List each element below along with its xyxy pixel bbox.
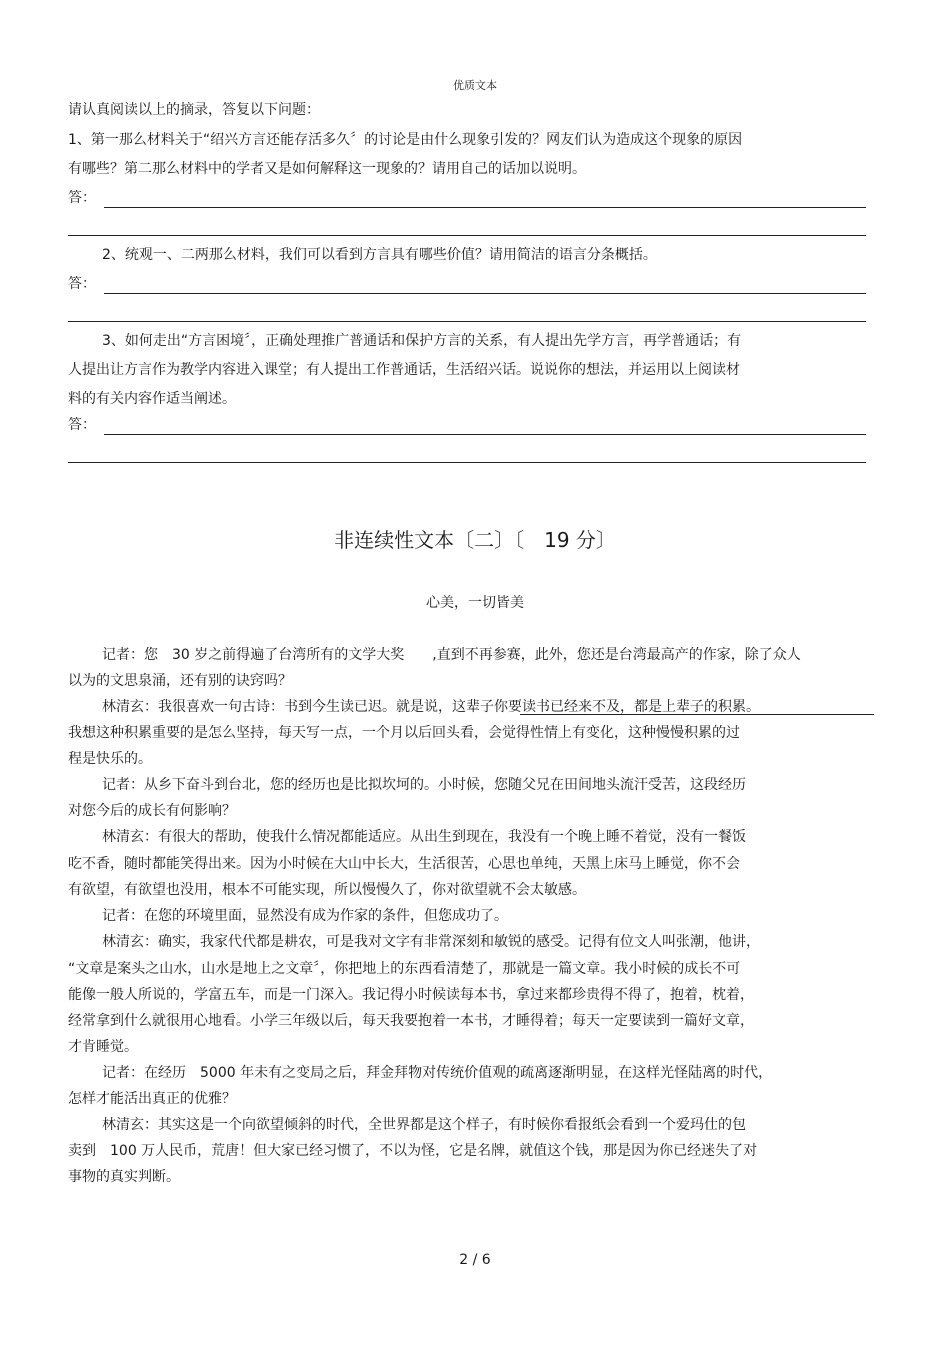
answer-line — [68, 321, 866, 322]
article-line: 能像一般人所说的，学富五车，而是一门深入。我记得小时候读每本书，拿过来都珍贵得不得了，抱着，枕着， — [68, 987, 754, 1003]
article-line: 对您今后的成长有何影响？ — [68, 803, 236, 819]
question-3-line-1: 3、如何走出“方言困境〞，正确处理推广普通话和保护方言的关系，有人提出先学方言，再学普通话；有 — [102, 333, 742, 349]
article-line: 我想这种积累重要的是怎么坚持，每天写一点，一个月以后回头看，会觉得性情上有变化，这种慢慢积累的过 — [68, 725, 740, 741]
question-1-line-1: 1、第一那么材料关于“绍兴方言还能存活多久〞的讨论是由什么现象引发的？网友们认为造成这个现象的原因 — [68, 132, 743, 148]
question-2-line-1: 2、统观一、二两那么材料，我们可以看到方言具有哪些价值？请用简洁的语言分条概括。 — [102, 247, 657, 263]
article-line: 林清玄：我很喜欢一句古诗：书到今生读已迟。就是说，这辈子你要读书已经来不及，都是上辈子的积累。 — [102, 699, 760, 715]
article-line: 以为的文思泉涌，还有别的诀窍吗？ — [68, 673, 292, 689]
page-number: 2 / 6 — [459, 1252, 491, 1268]
answer-line — [104, 293, 866, 294]
article-line: 记者：从乡下奋斗到台北，您的经历也是比拟坎坷的。小时候，您随父兄在田间地头流汗受苦，这段经历 — [102, 777, 746, 793]
question-3-line-3: 料的有关内容作适当阐述。 — [68, 391, 236, 407]
answer-line — [104, 434, 866, 435]
article-line: 经常拿到什么就很用心地看。小学三年级以后，每天我要抱着一本书，才睡得着；每天一定要读到一篇好文章， — [68, 1013, 754, 1029]
article-line: “文章是案头之山水，山水是地上之文章〞，你把地上的东西看清楚了，那就是一篇文章。我小时候的成长不可 — [68, 961, 741, 977]
article-line: 林清玄：有很大的帮助，使我什么情况都能适应。从出生到现在，我没有一个晚上睡不着觉，没有一餐饭 — [102, 829, 746, 845]
article-line: 林清玄：其实这是一个向欲望倾斜的时代，全世界都是这个样子，有时候你看报纸会看到一个爱玛仕的包 — [102, 1117, 746, 1133]
article-line: 事物的真实判断。 — [68, 1169, 180, 1185]
question-3-line-2: 人提出让方言作为教学内容进入课堂；有人提出工作普通话，生活绍兴话。说说你的想法，并运用以上阅读材 — [68, 362, 740, 378]
answer-label-2: 答： — [68, 276, 96, 292]
article-line: 程是快乐的。 — [68, 751, 152, 767]
answer-line — [68, 235, 866, 236]
article-line: 记者：在您的环境里面，显然没有成为作家的条件，但您成功了。 — [102, 908, 508, 924]
article-line: 才肯睡觉。 — [68, 1039, 138, 1055]
article-line: 卖到 100 万人民币，荒唐！但大家已经习惯了，不以为怪，它是名牌，就值这个钱，那是因为你已经迷失了对 — [68, 1143, 758, 1159]
article-line: 吃不香，随时都能笑得出来。因为小时候在大山中长大，生活很苦，心思也单纯，天黑上床马上睡觉，你不会 — [68, 856, 740, 872]
article-title: 心美，一切皆美 — [426, 595, 524, 611]
answer-label-1: 答： — [68, 190, 96, 206]
article-line: 记者：在经历 5000 年未有之变局之后，拜金拜物对传统价值观的疏离逐渐明显，在这样光怪陆离的时代， — [102, 1065, 773, 1081]
underline — [520, 714, 874, 715]
question-1-line-2: 有哪些？第二那么材料中的学者又是如何解释这一现象的？请用自己的话加以说明。 — [68, 161, 586, 177]
answer-label-3: 答： — [68, 417, 96, 433]
article-line: 有欲望，有欲望也没用，根本不可能实现，所以慢慢久了，你对欲望就不会太敏感。 — [68, 882, 586, 898]
article-line: 怎样才能活出真正的优雅？ — [68, 1091, 236, 1107]
article-line: 记者：您 30 岁之前得遍了台湾所有的文学大奖 ,直到不再参赛，此外，您还是台湾最高产的作家，除了众人 — [102, 647, 801, 663]
answer-line — [104, 207, 866, 208]
intro-text: 请认真阅读以上的摘录，答复以下问题： — [68, 102, 320, 118]
article-line: 林清玄：确实，我家代代都是耕农，可是我对文字有非常深刻和敏锐的感受。记得有位文人叫张潮，他讲， — [102, 934, 760, 950]
section-title: 非连续性文本〔二〕〔 19 分〕 — [334, 528, 616, 552]
answer-line — [68, 462, 866, 463]
page-header: 优质文本 — [453, 79, 497, 92]
